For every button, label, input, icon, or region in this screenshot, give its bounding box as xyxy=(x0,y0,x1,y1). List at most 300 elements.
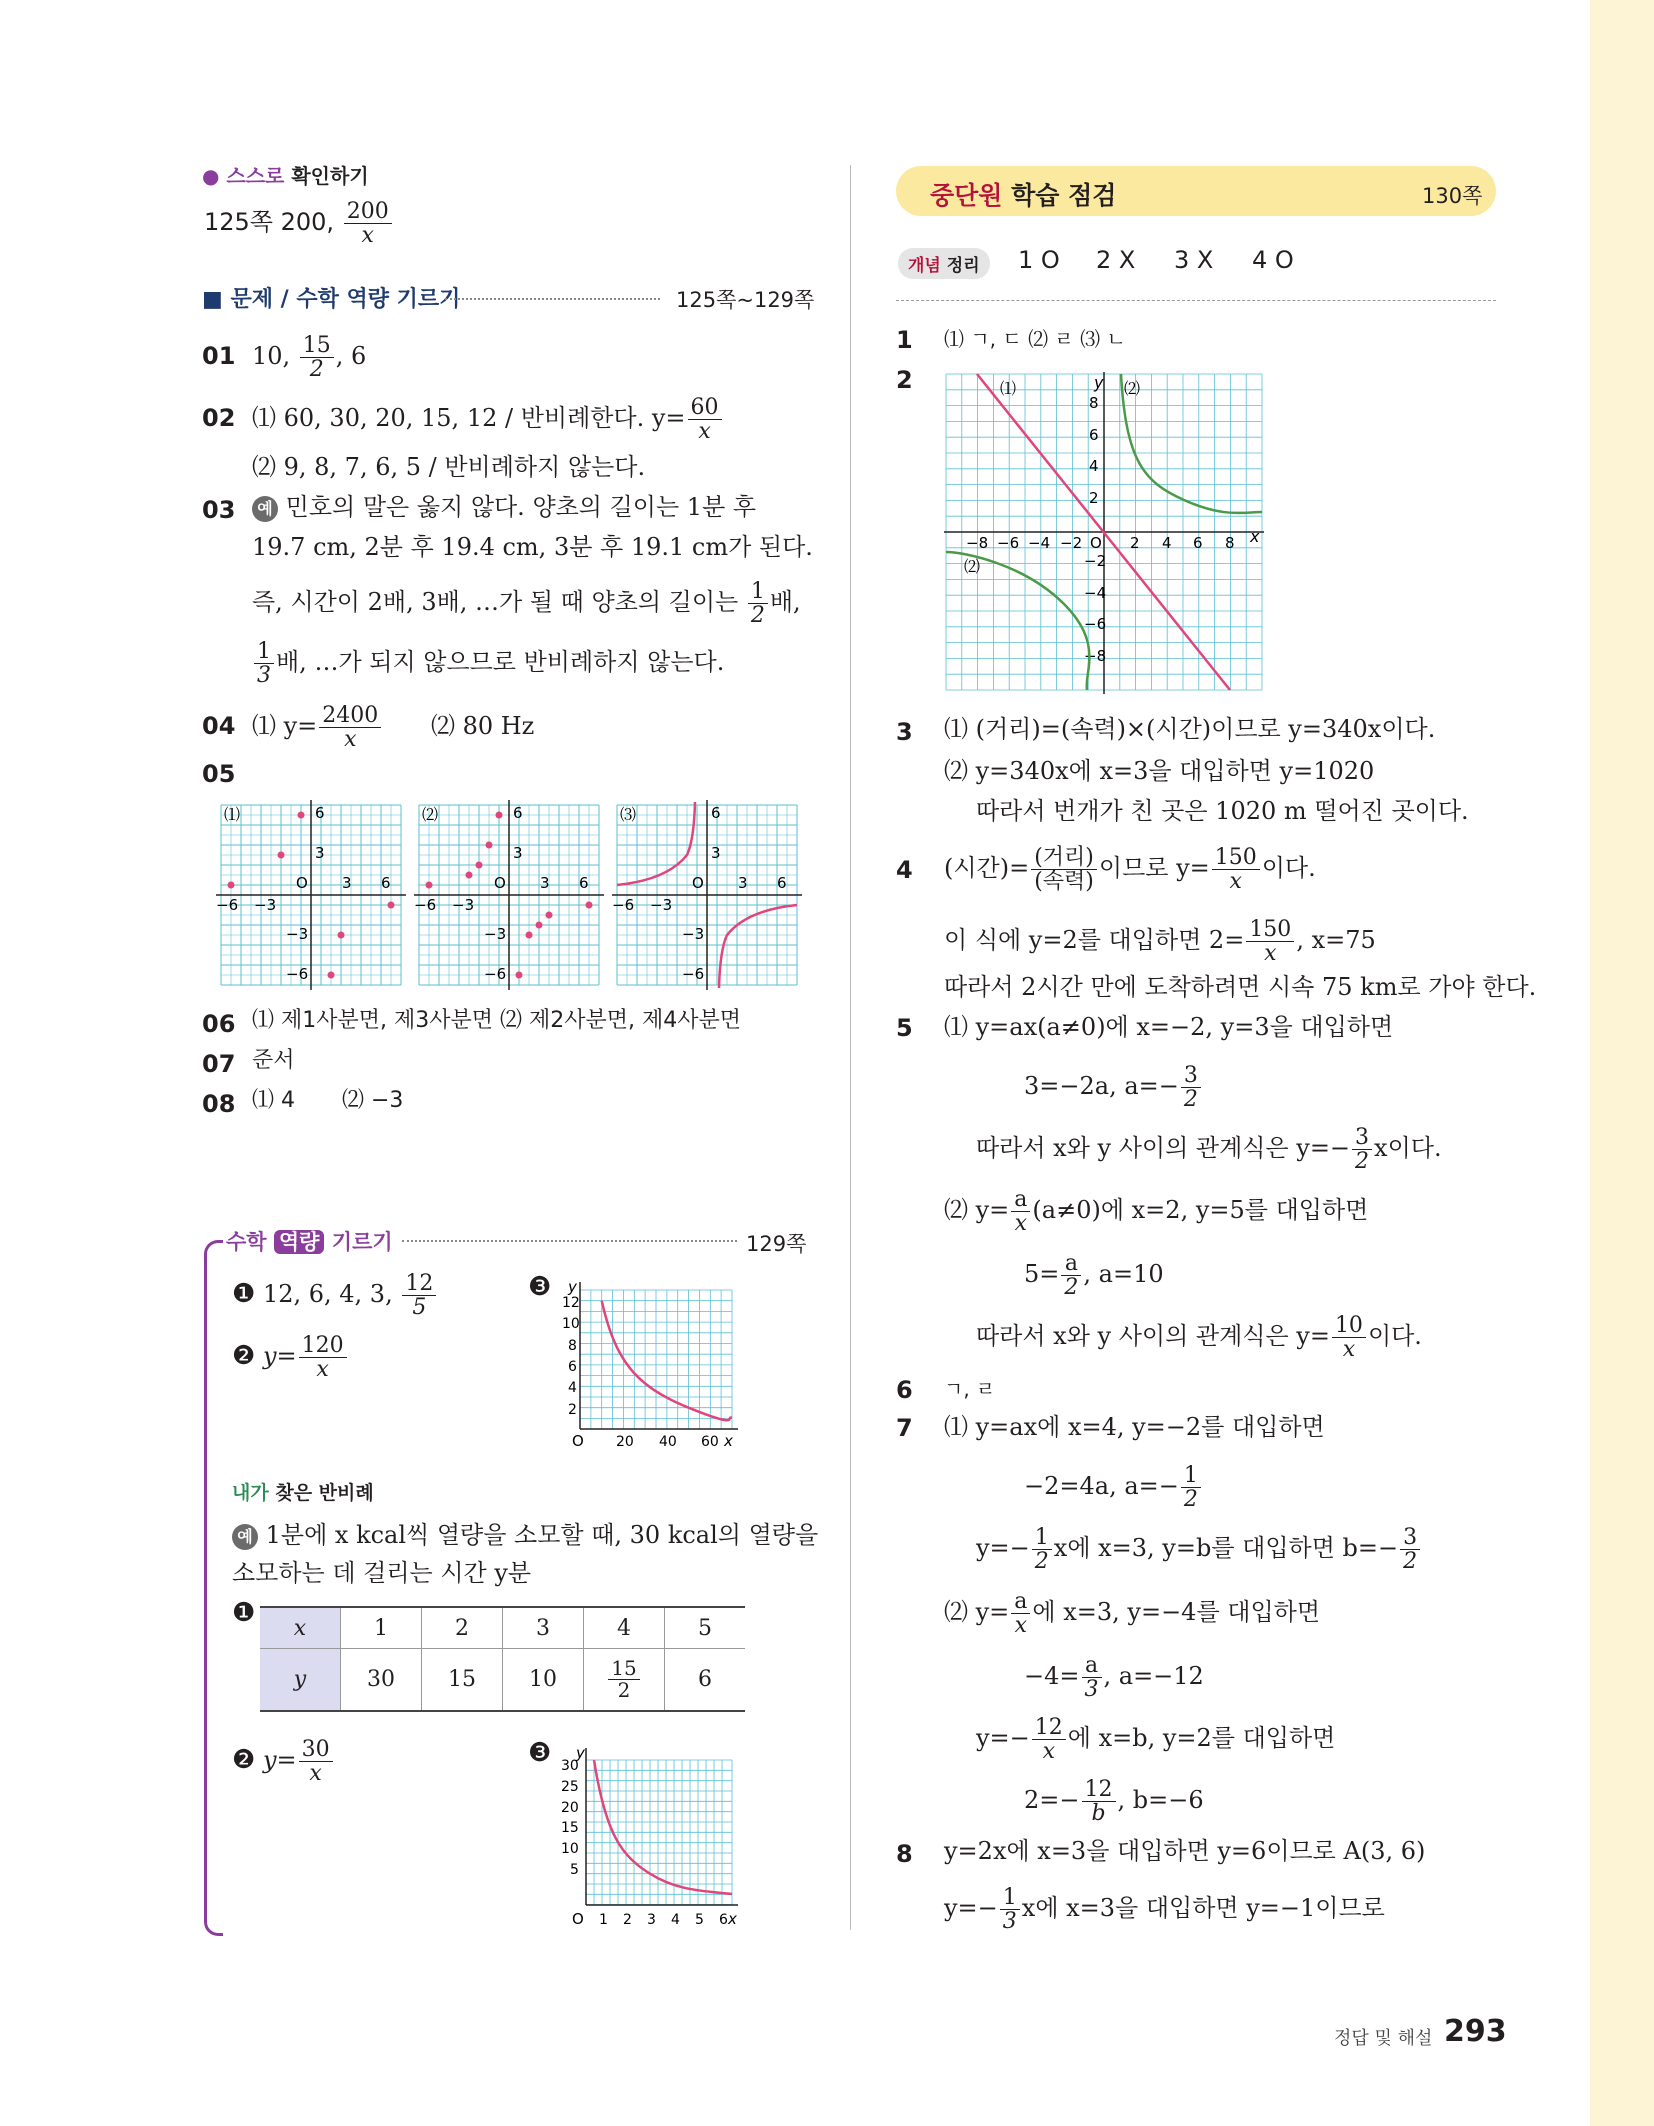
tick-label: O xyxy=(1090,534,1102,552)
frac-den: 3 xyxy=(257,663,271,689)
frac-num: a xyxy=(1061,1252,1081,1276)
tick-label: 10 xyxy=(562,1316,580,1332)
c2b-text: y= xyxy=(262,1746,297,1775)
graph-label: ⑴ xyxy=(1000,379,1017,398)
bullet-icon: ● xyxy=(202,164,220,188)
tick-label: −8 xyxy=(966,534,989,552)
frac-den: 2 xyxy=(1064,1275,1079,1301)
concept-item: 3 X xyxy=(1174,246,1214,274)
tick-label: −3 xyxy=(650,896,673,914)
graph-label: ⑴ xyxy=(224,805,241,824)
problem-number: 4 xyxy=(896,856,913,884)
tick-label: 2 xyxy=(623,1912,632,1928)
frac-num: 12 xyxy=(1032,1716,1066,1740)
r6-answer: ㄱ, ㄹ xyxy=(944,1377,996,1401)
frac-num: 3 xyxy=(1352,1126,1372,1150)
capacity-graph-2 xyxy=(556,1746,740,1930)
frac-den: x xyxy=(1014,1613,1028,1639)
tick-label: 6 xyxy=(1089,426,1099,444)
r5-l2a: 3=−2a, a=− xyxy=(1024,1072,1179,1101)
found-line1 xyxy=(232,1518,818,1552)
frac-num: 150 xyxy=(1212,846,1260,870)
tick-label: 6 xyxy=(568,1359,577,1375)
r7-l7b: , b=−6 xyxy=(1117,1786,1204,1815)
table-row xyxy=(260,1649,745,1711)
frac-den: x xyxy=(698,419,711,445)
tick-label: 3 xyxy=(315,844,325,862)
r3-line3: 따라서 번개가 친 곳은 1020 m 떨어진 곳이다. xyxy=(976,797,1469,825)
axis-label: x xyxy=(728,1910,737,1928)
p08-a: ⑴ 4 xyxy=(252,1088,295,1113)
tick-label: −6 xyxy=(484,965,507,983)
tick-label: 15 xyxy=(561,1820,579,1836)
point xyxy=(476,862,483,869)
r7-line3 xyxy=(976,1526,1422,1573)
table-row xyxy=(260,1607,745,1649)
circled-number: ❶ xyxy=(232,1279,256,1310)
graph-label: ⑵ xyxy=(422,805,439,824)
frac-num: 60 xyxy=(688,396,722,420)
point xyxy=(516,972,523,979)
concept-label-a: 개념 xyxy=(908,256,941,276)
point xyxy=(526,932,533,939)
p04-a: ⑴ y= xyxy=(252,712,318,741)
tick-label: 25 xyxy=(561,1779,579,1795)
table-cell: 5 xyxy=(665,1607,746,1649)
r3-line2: ⑵ y=340x에 x=3을 대입하면 y=1020 xyxy=(944,757,1375,785)
capacity-answer-1 xyxy=(232,1272,438,1319)
frac-num: 120 xyxy=(299,1334,347,1358)
hyperbola-branch xyxy=(1121,374,1262,513)
found-line2: 소모하는 데 걸리는 시간 y분 xyxy=(232,1559,532,1587)
p04-answer xyxy=(252,704,534,751)
tick-label: −3 xyxy=(484,925,507,943)
frac-num: 3 xyxy=(1400,1526,1420,1550)
tick-label: 2 xyxy=(1089,489,1099,507)
tick-label: 30 xyxy=(561,1758,579,1774)
point xyxy=(486,842,493,849)
frac-den: 2 xyxy=(1355,1149,1370,1175)
p02-line1 xyxy=(252,396,724,443)
problems-title: 문제 / 수학 역량 기르기 xyxy=(230,287,461,312)
frac-den: x xyxy=(1014,1211,1028,1237)
graph-label: ⑶ xyxy=(620,805,637,824)
r7-l6a: y=− xyxy=(976,1724,1030,1753)
problem-number: 02 xyxy=(202,404,236,432)
circled-number: ❷ xyxy=(232,1341,256,1372)
r4-b: 이므로 y= xyxy=(1098,854,1210,883)
tick-label: −4 xyxy=(1028,534,1051,552)
r3-line1: ⑴ (거리)=(속력)×(시간)이므로 y=340x이다. xyxy=(944,715,1436,743)
relation-table xyxy=(260,1606,745,1712)
tick-label: −3 xyxy=(286,925,309,943)
example-badge: 예 xyxy=(232,1524,258,1550)
tick-label: 6 xyxy=(1193,534,1203,552)
tick-label: 6 xyxy=(315,804,325,822)
circled-number: ❶ xyxy=(232,1598,256,1628)
graph-r2 xyxy=(944,372,1264,694)
frac-den: 5 xyxy=(412,1295,427,1321)
tick-label: 3 xyxy=(342,874,352,892)
tick-label: 3 xyxy=(738,874,748,892)
point xyxy=(388,902,395,909)
tick-label: −6 xyxy=(612,896,635,914)
frac-den: 2 xyxy=(309,357,324,383)
tick-label: 5 xyxy=(695,1912,704,1928)
table-cell: 10 xyxy=(503,1649,584,1711)
circled-number: ❷ xyxy=(232,1745,256,1776)
problem-number: 6 xyxy=(896,1376,913,1404)
tick-label: O xyxy=(692,874,704,892)
p03-line2: 19.7 cm, 2분 후 19.4 cm, 3분 후 19.1 cm가 된다. xyxy=(252,533,813,561)
tick-label: −3 xyxy=(254,896,277,914)
tick-label: 8 xyxy=(1089,394,1099,412)
graph-05-3 xyxy=(612,800,802,990)
problem-number: 5 xyxy=(896,1014,913,1042)
frac-num: 12 xyxy=(402,1272,436,1296)
r5-l4b: (a≠0)에 x=2, y=5를 대입하면 xyxy=(1032,1196,1369,1225)
divider-dots xyxy=(445,298,660,300)
r7-l2a: −2=4a, a=− xyxy=(1024,1472,1179,1501)
tick-label: 6 xyxy=(777,874,787,892)
tick-label: 3 xyxy=(540,874,550,892)
circled-number: ❸ xyxy=(528,1272,552,1302)
axis-label: y xyxy=(568,1280,577,1296)
capacity-title-c: 기르기 xyxy=(324,1230,393,1254)
point xyxy=(278,852,285,859)
r7-line6 xyxy=(976,1716,1335,1763)
banner-title xyxy=(930,176,1116,212)
frac-den: 2 xyxy=(1034,1549,1049,1575)
tick-label: −6 xyxy=(682,965,705,983)
tick-label: 6 xyxy=(719,1912,728,1928)
tick-label: 4 xyxy=(671,1912,680,1928)
r5-line6 xyxy=(976,1314,1422,1361)
problem-number: 05 xyxy=(202,760,236,788)
p02-line2: ⑵ 9, 8, 7, 6, 5 / 반비례하지 않는다. xyxy=(252,453,646,481)
square-bullet-icon: ■ xyxy=(202,287,223,312)
frac-num: a xyxy=(1082,1654,1102,1678)
c1-text: 12, 6, 4, 3, xyxy=(262,1280,401,1309)
r8-l2b: x에 x=3을 대입하면 y=−1이므로 xyxy=(1021,1894,1385,1923)
r4-c: 이다. xyxy=(1261,854,1316,883)
point xyxy=(546,912,553,919)
table-cell: 3 xyxy=(503,1607,584,1649)
r7-line1: ⑴ y=ax에 x=4, y=−2를 대입하면 xyxy=(944,1413,1325,1441)
tick-label: 20 xyxy=(561,1800,579,1816)
tick-label: −3 xyxy=(682,925,705,943)
capacity-answer-2b xyxy=(232,1738,335,1785)
tick-label: −6 xyxy=(1084,615,1107,633)
tick-label: 5 xyxy=(570,1862,579,1878)
tick-label: 8 xyxy=(568,1338,577,1354)
frac-num: 200 xyxy=(344,200,392,224)
p03-line4 xyxy=(252,640,724,687)
point xyxy=(536,922,543,929)
r8-line2 xyxy=(944,1886,1385,1933)
problem-number: 08 xyxy=(202,1090,236,1118)
frac-den: x xyxy=(1042,1739,1055,1765)
r4-line3: 따라서 2시간 만에 도착하려면 시속 75 km로 가야 한다. xyxy=(944,973,1537,1001)
tick-label: −2 xyxy=(1084,552,1107,570)
frac-den: x xyxy=(361,223,374,249)
frac-den: 2 xyxy=(1183,1487,1198,1513)
p03-l3-end: 배, xyxy=(769,588,801,617)
problem-number: 3 xyxy=(896,718,913,746)
r5-line4 xyxy=(944,1188,1368,1235)
p03-line3 xyxy=(252,580,801,627)
problem-number: 04 xyxy=(202,712,236,740)
frac-num: 1 xyxy=(748,580,768,604)
frac-den: x xyxy=(316,1357,329,1383)
tick-label: 2 xyxy=(568,1402,577,1418)
r7-l6b: 에 x=b, y=2를 대입하면 xyxy=(1067,1724,1336,1753)
p03-l4: 배, …가 되지 않으므로 반비례하지 않는다. xyxy=(276,648,725,677)
tick-label: 1 xyxy=(599,1912,608,1928)
graph-05-2 xyxy=(414,800,604,990)
capacity-answer-2 xyxy=(232,1334,349,1381)
self-check-heading xyxy=(202,160,369,189)
r5-l6b: 이다. xyxy=(1367,1322,1422,1351)
r5-line1: ⑴ y=ax(a≠0)에 x=−2, y=3을 대입하면 xyxy=(944,1013,1394,1041)
tick-label: 4 xyxy=(1162,534,1172,552)
p07-answer: 준서 xyxy=(252,1048,295,1073)
circled-number: ❸ xyxy=(528,1738,552,1768)
hyperbola-branch xyxy=(719,905,797,988)
frac-num: 3 xyxy=(1181,1064,1201,1088)
frac-den: x xyxy=(1342,1337,1356,1363)
found-title-b: 찾은 반비례 xyxy=(268,1482,374,1504)
r5-l4a: ⑵ y= xyxy=(944,1196,1010,1225)
p02-l1: ⑴ 60, 30, 20, 15, 12 / 반비례한다. y= xyxy=(252,404,686,433)
r4-l2b: , x=75 xyxy=(1296,926,1376,955)
r5-l5b: , a=10 xyxy=(1083,1260,1164,1289)
tick-label: −6 xyxy=(216,896,239,914)
tick-label: O xyxy=(494,874,506,892)
frac-den: 3 xyxy=(1084,1677,1099,1703)
point xyxy=(466,872,473,879)
tick-label: −3 xyxy=(452,896,475,914)
graph-05-1 xyxy=(216,800,406,990)
r4-line1 xyxy=(944,846,1316,893)
frac-num: 150 xyxy=(1246,918,1294,942)
axis-label: y xyxy=(1094,373,1104,392)
frac-num: a xyxy=(1011,1590,1030,1614)
table-cell: 4 xyxy=(584,1607,665,1649)
p01-answer xyxy=(252,334,366,381)
r7-line5 xyxy=(1024,1654,1204,1701)
r7-l5a: −4= xyxy=(1024,1662,1080,1691)
example-badge: 예 xyxy=(252,496,278,522)
frac-den: x xyxy=(1229,869,1242,895)
concept-item: 1 O xyxy=(1018,246,1060,274)
tick-label: 6 xyxy=(381,874,391,892)
frac-den: x xyxy=(344,727,357,753)
tick-label: 60 xyxy=(701,1434,719,1450)
frac-den: b xyxy=(1091,1801,1106,1827)
p01-a: 10, xyxy=(252,342,298,371)
r7-l4b: 에 x=3, y=−4를 대입하면 xyxy=(1032,1598,1321,1627)
graph-label: ⑵ xyxy=(1124,379,1141,398)
point xyxy=(496,812,503,819)
tick-label: 8 xyxy=(1225,534,1235,552)
divider-dashed xyxy=(896,300,1496,301)
frac-den: 2 xyxy=(617,1677,631,1702)
banner-title-a: 중단원 xyxy=(930,181,1003,210)
tick-label: −6 xyxy=(286,965,309,983)
problem-number: 8 xyxy=(896,1840,913,1868)
r4-line2 xyxy=(944,918,1376,965)
frac-num: (거리) xyxy=(1031,846,1097,870)
table-cell: 2 xyxy=(422,1607,503,1649)
r5-line5 xyxy=(1024,1252,1164,1299)
tick-label: −6 xyxy=(997,534,1020,552)
self-check-title-a: 스스로 xyxy=(226,164,285,188)
problem-number: 03 xyxy=(202,496,236,524)
frac-num: 10 xyxy=(1332,1314,1366,1338)
table-cell: 30 xyxy=(341,1649,422,1711)
point xyxy=(426,882,433,889)
frac-num: 2400 xyxy=(319,704,381,728)
axis-label: x xyxy=(724,1432,733,1450)
tick-label: −4 xyxy=(1084,584,1107,602)
point xyxy=(328,972,335,979)
tick-label: O xyxy=(572,1910,584,1928)
r7-l5b: , a=−12 xyxy=(1103,1662,1204,1691)
r5-l3a: 따라서 x와 y 사이의 관계식은 y=− xyxy=(976,1134,1351,1163)
p08-b: ⑵ −3 xyxy=(342,1088,404,1113)
problem-number: 01 xyxy=(202,342,236,370)
capacity-title-b: 역량 xyxy=(274,1230,325,1254)
r4-l2a: 이 식에 y=2를 대입하면 2= xyxy=(944,926,1245,955)
grid xyxy=(580,1290,732,1429)
r7-l4a: ⑵ y= xyxy=(944,1598,1010,1627)
table-cell: 6 xyxy=(665,1649,746,1711)
self-check-title-b: 확인하기 xyxy=(284,164,369,188)
c2-text: y= xyxy=(262,1342,297,1371)
tick-label: O xyxy=(296,874,308,892)
r5-l6a: 따라서 x와 y 사이의 관계식은 y= xyxy=(976,1322,1330,1351)
capacity-graph-1 xyxy=(560,1280,740,1450)
grid xyxy=(586,1760,732,1905)
p04-b: ⑵ 80 Hz xyxy=(430,712,535,741)
p03-l3: 즉, 시간이 2배, 3배, …가 될 때 양초의 길이는 xyxy=(252,588,746,617)
tick-label: 6 xyxy=(579,874,589,892)
column-divider xyxy=(850,165,851,1930)
concept-label-b: 정리 xyxy=(940,256,980,276)
r5-line2 xyxy=(1024,1064,1203,1111)
r4-a: (시간)= xyxy=(944,854,1030,883)
tick-label: 12 xyxy=(562,1295,580,1311)
frac-num: 1 xyxy=(1000,1886,1020,1910)
r5-l5a: 5= xyxy=(1024,1260,1060,1289)
problem-number: 06 xyxy=(202,1010,236,1038)
frac-num: 1 xyxy=(1032,1526,1052,1550)
axis-label: y xyxy=(576,1746,585,1762)
point xyxy=(338,932,345,939)
tick-label: 20 xyxy=(616,1434,634,1450)
frac-num: 12 xyxy=(1082,1778,1116,1802)
frac-num: 1 xyxy=(1181,1464,1201,1488)
concept-item: 2 X xyxy=(1096,246,1136,274)
tick-label: 4 xyxy=(1089,457,1099,475)
tick-label: 3 xyxy=(711,844,721,862)
found-heading xyxy=(232,1478,374,1505)
banner-pages: 130쪽 xyxy=(1422,184,1483,208)
r7-line4 xyxy=(944,1590,1320,1637)
tick-label: 10 xyxy=(561,1841,579,1857)
capacity-title-a: 수학 xyxy=(226,1230,274,1254)
side-tab-strip xyxy=(1590,0,1654,2126)
frac-den: 2 xyxy=(1183,1087,1198,1113)
r7-line7 xyxy=(1024,1778,1204,1825)
p06-answer: ⑴ 제1사분면, 제3사분면 ⑵ 제2사분면, 제4사분면 xyxy=(252,1008,741,1033)
found-l1: 1분에 x kcal씩 열량을 소모할 때, 30 kcal의 열량을 xyxy=(265,1521,819,1549)
point xyxy=(228,882,235,889)
p01-b: , 6 xyxy=(335,342,367,371)
frac-den: (속력) xyxy=(1034,869,1094,895)
page-number: 293 xyxy=(1444,2014,1507,2049)
frac-den: 3 xyxy=(1002,1909,1017,1935)
frac-den: 2 xyxy=(750,603,765,629)
frac-den: x xyxy=(309,1761,322,1787)
tick-label: O xyxy=(572,1432,584,1450)
tick-label: 3 xyxy=(513,844,523,862)
problem-number: 2 xyxy=(896,366,913,394)
capacity-pages: 129쪽 xyxy=(746,1232,807,1256)
table-cell: 1 xyxy=(341,1607,422,1649)
table-cell: 15 xyxy=(422,1649,503,1711)
concept-item: 4 O xyxy=(1252,246,1294,274)
p08-answer xyxy=(252,1084,403,1118)
tick-label: −6 xyxy=(414,896,437,914)
self-check-answer xyxy=(204,200,394,247)
frac-num: a xyxy=(1011,1188,1030,1212)
problems-pages: 125쪽~129쪽 xyxy=(676,288,815,312)
r5-l3b: x이다. xyxy=(1374,1134,1442,1163)
p03-line1 xyxy=(252,490,756,524)
problem-number: 1 xyxy=(896,326,913,354)
r1-answer: ⑴ ㄱ, ㄷ ⑵ ㄹ ⑶ ㄴ xyxy=(944,327,1126,351)
table-header-x: x xyxy=(260,1607,341,1649)
capacity-heading xyxy=(226,1226,393,1256)
r7-line2 xyxy=(1024,1464,1203,1511)
frac-den: 2 xyxy=(1403,1549,1418,1575)
problem-number: 07 xyxy=(202,1050,236,1078)
problems-heading xyxy=(202,282,460,313)
concept-label xyxy=(898,248,990,279)
tick-label: −8 xyxy=(1084,647,1107,665)
capacity-bracket xyxy=(204,1240,223,1936)
p03-l1: 민호의 말은 옳지 않다. 양초의 길이는 1분 후 xyxy=(285,493,757,521)
found-title-a: 내가 xyxy=(232,1482,269,1504)
tick-label: 6 xyxy=(711,804,721,822)
table-header-y: y xyxy=(260,1649,341,1711)
banner-title-b: 학습 점검 xyxy=(1002,181,1117,210)
axis-label: x xyxy=(1250,527,1260,546)
tick-label: −2 xyxy=(1060,534,1083,552)
r7-l7a: 2=− xyxy=(1024,1786,1080,1815)
problem-number: 7 xyxy=(896,1414,913,1442)
r8-line1: y=2x에 x=3을 대입하면 y=6이므로 A(3, 6) xyxy=(944,1837,1426,1865)
point xyxy=(586,902,593,909)
r7-l3a: y=− xyxy=(976,1534,1030,1563)
tick-label: 3 xyxy=(647,1912,656,1928)
tick-label: 4 xyxy=(568,1380,577,1396)
tick-label: 6 xyxy=(513,804,523,822)
r8-l2a: y=− xyxy=(944,1894,998,1923)
graph-label: ⑵ xyxy=(964,557,981,576)
